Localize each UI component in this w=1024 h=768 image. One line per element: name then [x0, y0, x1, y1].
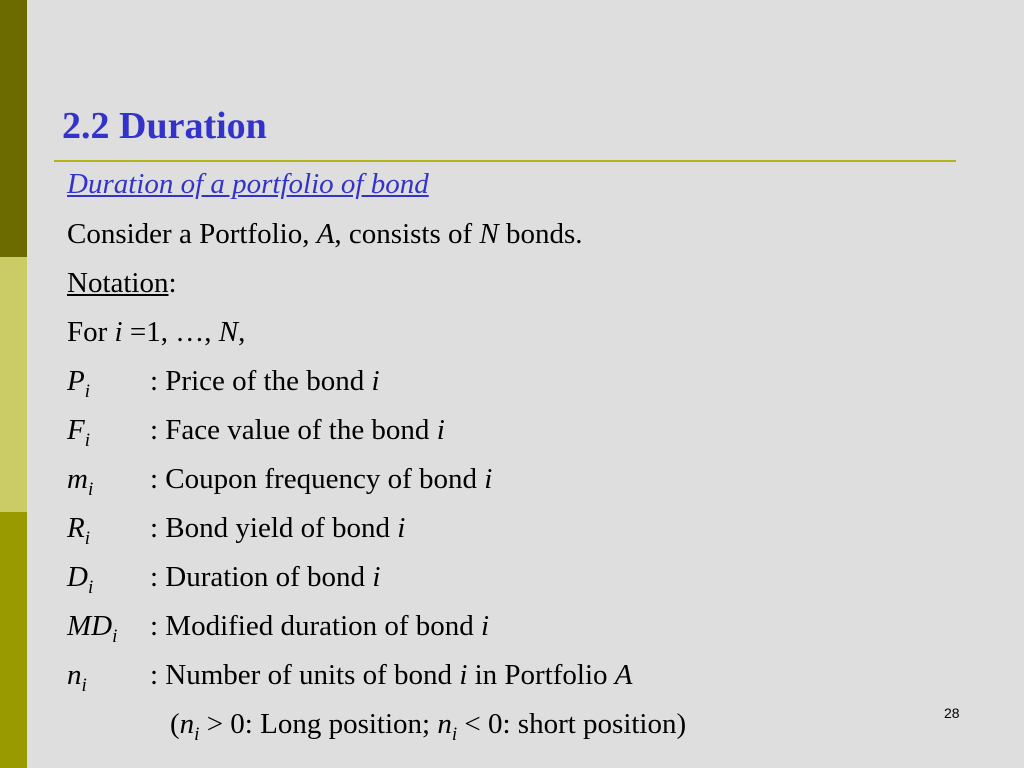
intro-post: bonds.	[498, 218, 583, 250]
for-pre: For	[67, 316, 115, 348]
slide-subtitle: Duration of a portfolio of bond	[67, 168, 429, 200]
slide-title: 2.2 Duration	[62, 105, 267, 147]
definition-symbol: $MD_i$	[67, 610, 118, 647]
definition-symbol: $R_i$	[67, 512, 90, 549]
for-post: ,	[238, 316, 246, 348]
notation-line	[67, 266, 177, 300]
definition-symbol: $P_i$	[67, 365, 90, 402]
sidebar-light-band	[0, 257, 27, 512]
for-mid: =1, …,	[122, 316, 219, 348]
definition-symbol: $D_i$	[67, 561, 94, 598]
definition-text: : Duration of bond i	[150, 561, 381, 593]
for-line	[67, 315, 245, 349]
position-note: ($n_i > 0$: Long position; $n_i < 0$: short position)	[170, 708, 687, 745]
sidebar-dark-band	[0, 0, 27, 257]
definition-text: : Number of units of bond i in Portfolio A	[150, 659, 633, 691]
definition-symbol: $F_i$	[67, 414, 90, 451]
notation-colon: :	[168, 267, 177, 299]
page-number: 28	[944, 705, 960, 721]
for-var-n: N	[218, 316, 239, 348]
intro-var-n: N	[479, 218, 499, 250]
sidebar-mid-band	[0, 512, 27, 768]
definition-text: : Face value of the bond i	[150, 414, 445, 446]
definition-symbol: $m_i$	[67, 463, 94, 500]
for-var-i: i	[114, 316, 123, 348]
title-divider	[54, 160, 956, 162]
definition-symbol: $n_i$	[67, 659, 87, 696]
intro-mid: , consists of	[334, 218, 480, 250]
definition-text: : Modified duration of bond i	[150, 610, 490, 642]
definition-text: : Coupon frequency of bond i	[150, 463, 493, 495]
notation-label: Notation	[67, 267, 169, 299]
intro-var-a: A	[316, 218, 335, 250]
intro-line	[67, 217, 583, 251]
definition-text: : Price of the bond i	[150, 365, 380, 397]
intro-pre: Consider a Portfolio,	[67, 218, 317, 250]
definition-text: : Bond yield of bond i	[150, 512, 406, 544]
